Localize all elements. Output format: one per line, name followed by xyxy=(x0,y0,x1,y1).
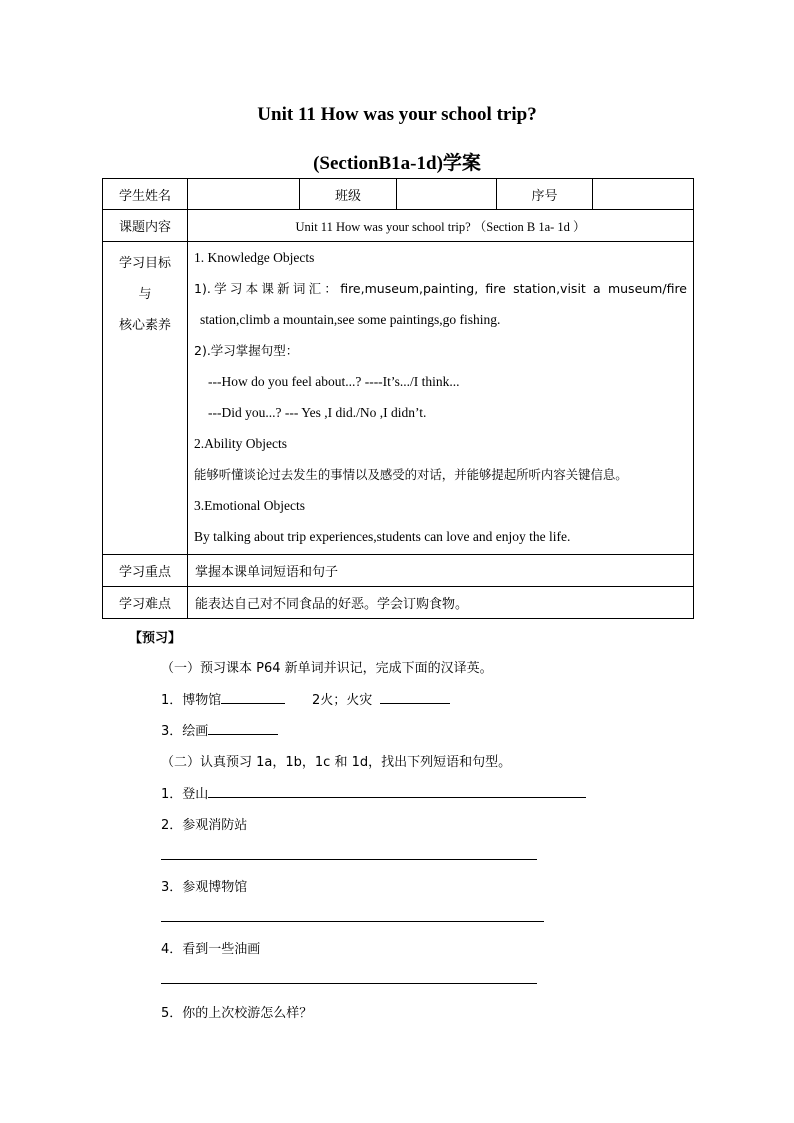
answer-line[interactable] xyxy=(161,859,537,860)
key-points-content: 掌握本课单词短语和句子 xyxy=(188,555,694,587)
question-museum-label: 1．博物馆 xyxy=(161,693,222,708)
topic-row xyxy=(103,210,694,242)
objectives-label-line: 学习目标 xyxy=(118,256,171,271)
objective-line: 3.Emotional Objects xyxy=(194,498,305,513)
seat-number-label: 序号 xyxy=(497,179,593,210)
class-cell[interactable] xyxy=(397,179,497,210)
question-fire-label: 2火；火灾 xyxy=(312,693,373,708)
objective-line: 1).学习本课新词汇：fire,museum,painting, fire station,visit a museum/fire xyxy=(194,281,687,296)
topic-label: 课题内容 xyxy=(103,210,188,242)
class-label: 班级 xyxy=(300,179,397,210)
question-painting xyxy=(161,720,278,739)
difficulties-row xyxy=(103,587,694,619)
info-table xyxy=(102,178,694,619)
objective-line: By talking about trip experiences,students can love and enjoy the life. xyxy=(194,529,571,544)
page-subtitle: (SectionB1a-1d)学案 xyxy=(313,153,481,174)
phrase-climb-label: 1．登山 xyxy=(161,787,209,802)
question-fire xyxy=(312,689,450,708)
sentence-school-trip-label: 5．你的上次校游怎么样？ xyxy=(161,1006,313,1021)
preview-part2-instruction: （二）认真预习 1a，1b，1c 和 1d，找出下列短语和句型。 xyxy=(161,755,512,770)
objectives-label-line: 与 xyxy=(138,287,152,302)
question-painting-label: 3．绘画 xyxy=(161,724,209,739)
answer-blank[interactable] xyxy=(208,722,278,735)
objective-line: ---Did you...? --- Yes ,I did./No ,I didn’t. xyxy=(208,405,427,420)
objective-line: 能够听懂谈论过去发生的事情以及感受的对话，并能够提起所听内容关键信息。 xyxy=(194,467,628,482)
phrase-fire-station-label: 2．参观消防站 xyxy=(161,818,248,833)
objectives-row xyxy=(103,242,694,555)
key-points-row xyxy=(103,555,694,587)
objective-line: 2.Ability Objects xyxy=(194,436,287,451)
page-title: Unit 11 How was your school trip? xyxy=(257,104,537,125)
difficulties-content: 能表达自己对不同食品的好恶。学会订购食物。 xyxy=(188,587,694,619)
preview-heading: 【预习】 xyxy=(129,631,182,646)
key-points-label: 学习重点 xyxy=(103,555,188,587)
objectives-label xyxy=(103,242,188,555)
objectives-content xyxy=(188,242,694,555)
objective-line: station,climb a mountain,see some paintings,go fishing. xyxy=(200,312,501,327)
student-name-label: 学生姓名 xyxy=(103,179,188,210)
question-museum xyxy=(161,689,285,708)
phrase-climb xyxy=(161,783,586,802)
student-row xyxy=(103,179,694,210)
objectives-label-line: 核心素养 xyxy=(118,318,171,333)
topic-content: Unit 11 How was your school trip? （Section B 1a- 1d ） xyxy=(188,210,694,242)
difficulties-label: 学习难点 xyxy=(103,587,188,619)
phrase-museum-label: 3．参观博物馆 xyxy=(161,880,248,895)
seat-number-cell[interactable] xyxy=(593,179,694,210)
preview-part1-instruction: （一）预习课本 P64 新单词并识记，完成下面的汉译英。 xyxy=(161,661,493,676)
answer-blank[interactable] xyxy=(380,691,450,704)
student-name-cell[interactable] xyxy=(188,179,300,210)
answer-blank[interactable] xyxy=(221,691,285,704)
answer-line[interactable] xyxy=(161,921,544,922)
objective-line: 2).学习掌握句型： xyxy=(194,343,299,358)
answer-blank[interactable] xyxy=(208,785,586,798)
answer-line[interactable] xyxy=(161,983,537,984)
objective-line: ---How do you feel about...? ----It’s.../I think... xyxy=(208,374,460,389)
objective-line: 1. Knowledge Objects xyxy=(194,250,315,265)
phrase-paintings-label: 4．看到一些油画 xyxy=(161,942,261,957)
